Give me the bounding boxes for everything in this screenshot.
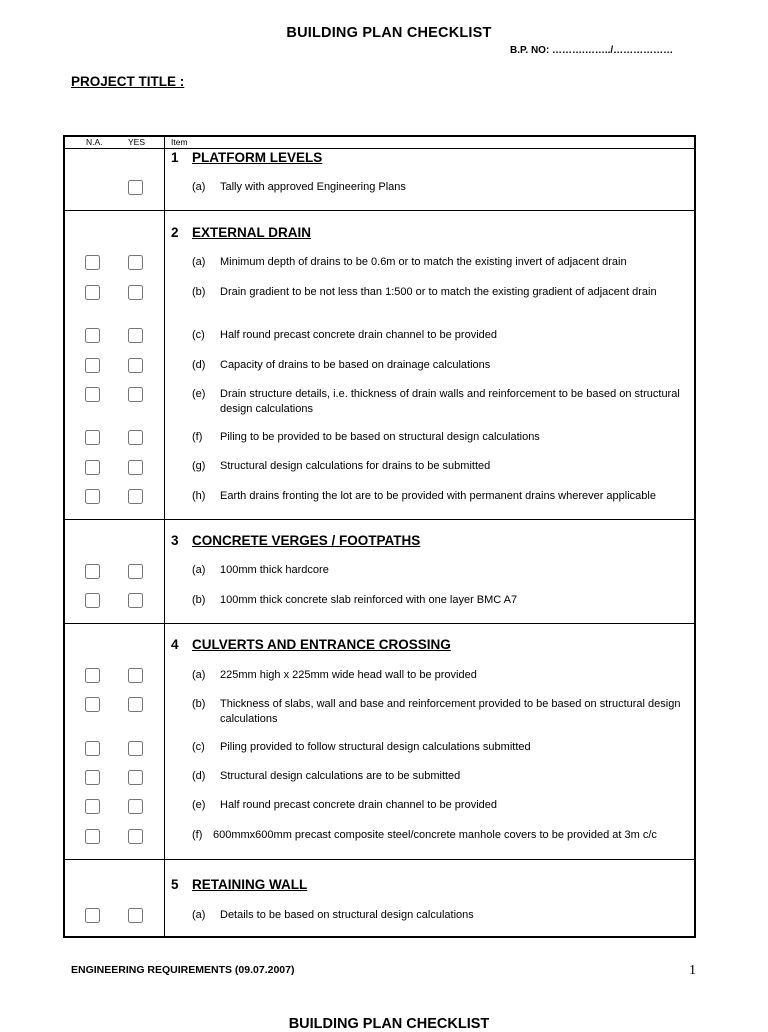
section-2-item-a-yes-checkbox[interactable] <box>122 255 149 270</box>
section-3-item-a-na-checkbox[interactable] <box>79 564 106 579</box>
item-text: Minimum depth of drains to be 0.6m or to match the existing invert of adjacent drain <box>220 256 627 268</box>
section-4-item-c-na-checkbox[interactable] <box>79 741 106 756</box>
item-text: Piling provided to follow structural design calculations submitted <box>220 741 531 753</box>
item-text: 225mm high x 225mm wide head wall to be provided <box>220 669 477 681</box>
section-2-item-h-yes-checkbox[interactable] <box>122 489 149 504</box>
section-2-item-g-na-checkbox[interactable] <box>79 460 106 475</box>
section-4-item-f-yes-checkbox[interactable] <box>122 829 149 844</box>
item-text: Half round precast concrete drain channel to be provided <box>220 799 498 811</box>
section-2-item-h-na-checkbox[interactable] <box>79 489 106 504</box>
section-divider <box>65 519 694 520</box>
page-number: 1 <box>689 963 696 978</box>
item-text: Details to be based on structural design calculations <box>220 909 474 921</box>
item-text: Structural design calculations are to be submitted <box>220 770 461 782</box>
section-4-item-d-yes-checkbox[interactable] <box>122 770 149 785</box>
next-page-title: BUILDING PLAN CHECKLIST <box>288 1016 490 1032</box>
section-2-item-d-yes-checkbox[interactable] <box>122 358 149 373</box>
item-label: (a) <box>192 669 206 681</box>
section-divider <box>65 859 694 860</box>
column-divider <box>164 137 165 936</box>
item-text: Tally with approved Engineering Plans <box>220 181 406 193</box>
section-2-item-c-na-checkbox[interactable] <box>79 328 106 343</box>
section-4-item-a-na-checkbox[interactable] <box>79 668 106 683</box>
section-5-item-a-yes-checkbox[interactable] <box>122 908 149 923</box>
item-label: (a) <box>192 909 206 921</box>
section-2-item-d-na-checkbox[interactable] <box>79 358 106 373</box>
item-text: 100mm thick concrete slab reinforced with one layer BMC A7 <box>220 594 518 606</box>
section-4-item-c-yes-checkbox[interactable] <box>122 741 149 756</box>
section-2-item-e-yes-checkbox[interactable] <box>122 387 149 402</box>
section-2-item-c-yes-checkbox[interactable] <box>122 328 149 343</box>
section-3-item-a-yes-checkbox[interactable] <box>122 564 149 579</box>
section-2-number: 2 <box>171 225 179 240</box>
bp-number: B.P. NO: ……….……../……………… <box>510 45 674 56</box>
item-label: (d) <box>192 770 206 782</box>
column-header-yes: YES <box>128 137 146 147</box>
section-4-item-a-yes-checkbox[interactable] <box>122 668 149 683</box>
section-3-item-b-yes-checkbox[interactable] <box>122 593 149 608</box>
item-text: Earth drains fronting the lot are to be provided with permanent drains wherever applicable <box>220 490 656 502</box>
item-label: (e) <box>192 799 206 811</box>
section-2-title: EXTERNAL DRAIN <box>192 225 312 240</box>
section-2-item-f-yes-checkbox[interactable] <box>122 430 149 445</box>
section-4-item-b-na-checkbox[interactable] <box>79 697 106 712</box>
section-2-item-a-na-checkbox[interactable] <box>79 255 106 270</box>
item-label: (a) <box>192 564 206 576</box>
item-text: Thickness of slabs, wall and base and reinforcement provided to be based on structural design calculations <box>220 698 681 725</box>
item-label: (b) <box>192 698 206 710</box>
section-3-number: 3 <box>171 533 179 548</box>
section-5-title: RETAINING WALL <box>192 877 308 892</box>
item-text: Drain structure details, i.e. thickness of drain walls and reinforcement to be based on structural design calculations <box>220 388 680 415</box>
item-label: (e) <box>192 388 206 400</box>
section-4-item-b-yes-checkbox[interactable] <box>122 697 149 712</box>
section-2-item-g-yes-checkbox[interactable] <box>122 460 149 475</box>
section-2-item-b-na-checkbox[interactable] <box>79 285 106 300</box>
header-divider <box>65 148 694 149</box>
item-text: Piling to be provided to be based on structural design calculations <box>220 431 540 443</box>
item-text: Drain gradient to be not less than 1:500 or to match the existing gradient of adjacent drain <box>220 286 657 298</box>
checklist-table <box>63 135 696 938</box>
section-3-title: CONCRETE VERGES / FOOTPATHS <box>192 533 421 548</box>
section-2-item-f-na-checkbox[interactable] <box>79 430 106 445</box>
section-1-item-a-yes-checkbox[interactable] <box>122 180 149 195</box>
section-3-item-b-na-checkbox[interactable] <box>79 593 106 608</box>
section-divider <box>65 210 694 211</box>
item-label: (c) <box>192 329 205 341</box>
section-divider <box>65 623 694 624</box>
section-5-number: 5 <box>171 877 179 892</box>
item-text: 100mm thick hardcore <box>220 564 329 576</box>
item-label: (g) <box>192 460 206 472</box>
item-text: Capacity of drains to be based on drainage calculations <box>220 359 491 371</box>
section-4-item-e-yes-checkbox[interactable] <box>122 799 149 814</box>
section-2-item-b-yes-checkbox[interactable] <box>122 285 149 300</box>
column-header-item: Item <box>171 137 188 147</box>
section-4-item-e-na-checkbox[interactable] <box>79 799 106 814</box>
item-label: (c) <box>192 741 205 753</box>
document-title: BUILDING PLAN CHECKLIST <box>286 25 492 41</box>
column-header-na: N.A. <box>86 137 103 147</box>
section-4-item-d-na-checkbox[interactable] <box>79 770 106 785</box>
item-text: 600mmx600mm precast composite steel/concrete manhole covers to be provided at 3m c/c <box>213 829 657 841</box>
item-label: (b) <box>192 594 206 606</box>
item-text: Half round precast concrete drain channel to be provided <box>220 329 498 341</box>
section-4-title: CULVERTS AND ENTRANCE CROSSING <box>192 637 451 652</box>
item-label: (f) <box>192 829 203 841</box>
section-4-number: 4 <box>171 637 179 652</box>
item-label: (d) <box>192 359 206 371</box>
item-label: (b) <box>192 286 206 298</box>
project-title-label: PROJECT TITLE : <box>71 74 185 89</box>
section-2-item-e-na-checkbox[interactable] <box>79 387 106 402</box>
footer-requirements: ENGINEERING REQUIREMENTS (09.07.2007) <box>71 964 295 976</box>
section-1-title: PLATFORM LEVELS <box>192 150 323 165</box>
section-5-item-a-na-checkbox[interactable] <box>79 908 106 923</box>
item-label: (a) <box>192 181 206 193</box>
item-label: (h) <box>192 490 206 502</box>
item-label: (a) <box>192 256 206 268</box>
section-1-number: 1 <box>171 150 179 165</box>
section-4-item-f-na-checkbox[interactable] <box>79 829 106 844</box>
item-label: (f) <box>192 431 203 443</box>
item-text: Structural design calculations for drains to be submitted <box>220 460 491 472</box>
